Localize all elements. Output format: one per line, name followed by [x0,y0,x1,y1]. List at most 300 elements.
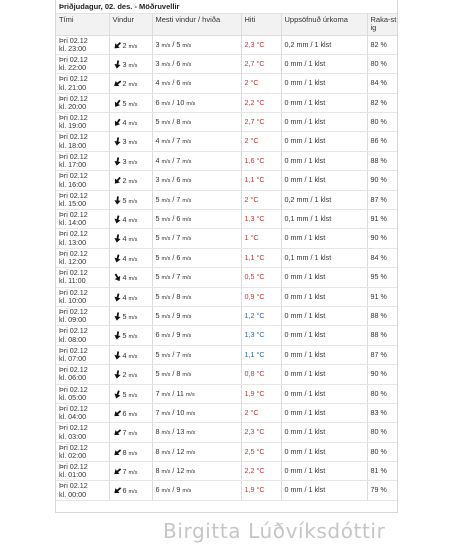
humidity-cell: 80 % [367,113,397,132]
precipitation-cell: 0 mm / 1 klst [281,171,367,190]
wind-unit: m/s [128,121,138,128]
max-wind-value: 4 [155,136,160,146]
temperature-cell: 2,7 °C [241,113,281,132]
weather-table [56,14,397,501]
wind-direction-arrow-icon [113,234,122,243]
max-wind-value: 5 [155,272,160,282]
day-label: Þri 02.12 [59,93,88,103]
wind-cell [109,326,152,345]
wind-value: 6 [122,408,127,418]
table-row [56,248,397,267]
gust-cell: 6 m/s / 9 m/s [152,481,241,500]
table-row [56,93,397,112]
wind-unit: m/s [128,314,138,321]
wind-unit: m/s [128,392,138,399]
gust-cell: 8 m/s / 13 m/s [152,423,241,442]
wind-cell [109,384,152,403]
time-cell [56,248,109,267]
wind-unit: m/s [128,431,138,438]
wind-direction-arrow-icon [113,157,122,166]
hour-label: kl. 08:00 [59,334,87,344]
day-label: Þri 02.12 [59,151,88,161]
humidity-cell: 91 % [367,287,397,306]
col-header-precip: Uppsöfnuð úrkoma [281,14,367,35]
wind-cell [109,190,152,209]
temperature-cell: 2 °C [241,190,281,209]
wind-cell [109,306,152,325]
humidity-cell: 87 % [367,345,397,364]
hour-label: kl. 20:00 [59,101,87,111]
max-wind-value: 4 [155,155,160,165]
wind-direction-arrow-icon [113,118,122,127]
max-wind-unit: m/s [161,178,171,185]
gust-cell: 6 m/s / 10 m/s [152,93,241,112]
humidity-cell: 88 % [367,306,397,325]
max-wind-unit: m/s [161,139,171,146]
humidity-cell: 88 % [367,326,397,345]
wind-value: 7 [122,428,127,438]
wind-value: 4 [122,234,127,244]
gust-cell: 8 m/s / 12 m/s [152,462,241,481]
gust-value: 9 [176,310,181,320]
wind-direction-arrow-icon [113,486,122,495]
gust-cell: 5 m/s / 7 m/s [152,345,241,364]
gust-value: 8 [176,117,181,127]
gust-cell: 8 m/s / 12 m/s [152,442,241,461]
wind-direction-arrow-icon [113,254,122,263]
wind-value: 4 [122,350,127,360]
time-cell [56,268,109,287]
precipitation-cell: 0 mm / 1 klst [281,113,367,132]
humidity-cell: 80 % [367,384,397,403]
hour-label: kl. 23:00 [59,43,87,53]
gust-cell: 5 m/s / 7 m/s [152,190,241,209]
gust-value: 7 [176,136,181,146]
hour-label: kl. 05:00 [59,392,87,402]
gust-cell: 5 m/s / 8 m/s [152,365,241,384]
wind-direction-arrow-icon [113,331,122,340]
day-label: Þri 02.12 [59,423,88,433]
gust-value: 7 [176,272,181,282]
wind-value: 5 [122,311,127,321]
day-label: Þri 02.12 [59,171,88,181]
wind-value: 5 [122,331,127,341]
gust-value: 7 [176,349,181,359]
temperature-cell: 2,3 °C [241,423,281,442]
max-wind-unit: m/s [161,430,171,437]
wind-direction-arrow-icon [113,41,122,50]
wind-value: 4 [122,118,127,128]
precipitation-cell: 0 mm / 1 klst [281,93,367,112]
table-header-row [56,14,397,35]
day-label: Þri 02.12 [59,248,88,258]
gust-value: 12 [176,466,185,476]
gust-cell: 5 m/s / 8 m/s [152,113,241,132]
col-header-temp: Hiti [241,14,281,35]
table-row [56,442,397,461]
wind-unit: m/s [128,489,138,496]
hour-label: kl. 14:00 [59,218,87,228]
humidity-cell: 79 % [367,481,397,500]
time-cell [56,287,109,306]
gust-unit: m/s [186,449,196,456]
wind-direction-arrow-icon [113,390,122,399]
precipitation-cell: 0 mm / 1 klst [281,365,367,384]
precipitation-cell: 0 mm / 1 klst [281,326,367,345]
max-wind-unit: m/s [161,488,171,495]
wind-direction-arrow-icon [113,351,122,360]
wind-value: 4 [122,253,127,263]
precipitation-cell: 0 mm / 1 klst [281,481,367,500]
max-wind-unit: m/s [161,255,171,262]
table-row [56,113,397,132]
max-wind-unit: m/s [161,294,171,301]
hour-label: kl. 04:00 [59,412,87,422]
wind-unit: m/s [128,62,138,69]
gust-cell: 5 m/s / 7 m/s [152,229,241,248]
wind-cell [109,442,152,461]
time-cell [56,423,109,442]
table-row [56,287,397,306]
wind-value: 2 [122,40,127,50]
wind-direction-arrow-icon [113,79,122,88]
gust-unit: m/s [182,197,192,204]
day-label: Þri 02.12 [59,462,88,472]
gust-value: 10 [176,407,185,417]
gust-value: 7 [176,155,181,165]
gust-cell: 5 m/s / 8 m/s [152,287,241,306]
humidity-cell: 90 % [367,229,397,248]
temperature-cell: 2,7 °C [241,54,281,73]
gust-unit: m/s [182,61,192,68]
day-label: Þri 02.12 [59,74,88,84]
day-label: Þri 02.12 [59,229,88,239]
wind-unit: m/s [128,159,138,166]
humidity-cell: 90 % [367,365,397,384]
gust-unit: m/s [182,120,192,127]
time-cell [56,306,109,325]
gust-value: 9 [176,485,181,495]
wind-unit: m/s [128,373,138,380]
time-cell [56,365,109,384]
wind-cell [109,151,152,170]
gust-value: 9 [176,330,181,340]
wind-direction-arrow-icon [113,428,122,437]
wind-unit: m/s [128,276,138,283]
gust-value: 6 [176,58,181,68]
max-wind-value: 8 [155,446,160,456]
col-header-gust: Mesti vindur / hviða [152,14,241,35]
gust-unit: m/s [182,294,192,301]
temperature-cell: 1,1 °C [241,248,281,267]
day-label: Þri 02.12 [59,210,88,220]
table-row [56,481,397,500]
gust-cell: 3 m/s / 5 m/s [152,35,241,54]
humidity-cell: 86 % [367,132,397,151]
wind-unit: m/s [128,470,138,477]
time-cell [56,171,109,190]
gust-unit: m/s [182,158,192,165]
wind-direction-arrow-icon [113,196,122,205]
table-row [56,268,397,287]
max-wind-unit: m/s [161,197,171,204]
max-wind-value: 8 [155,466,160,476]
max-wind-unit: m/s [161,469,171,476]
wind-cell [109,481,152,500]
weather-table-panel [55,0,398,513]
wind-cell [109,229,152,248]
humidity-cell: 95 % [367,268,397,287]
table-row [56,365,397,384]
max-wind-value: 3 [155,39,160,49]
wind-direction-arrow-icon [113,176,122,185]
watermark: Birgitta Lúðvíksdóttir [163,519,386,543]
wind-cell [109,403,152,422]
table-row [56,462,397,481]
wind-cell [109,54,152,73]
wind-unit: m/s [128,295,138,302]
hour-label: kl. 13:00 [59,237,87,247]
precipitation-cell: 0,2 mm / 1 klst [281,35,367,54]
temperature-cell: 2,2 °C [241,462,281,481]
wind-cell [109,93,152,112]
gust-cell: 4 m/s / 7 m/s [152,132,241,151]
temperature-cell: 0,5 °C [241,268,281,287]
temperature-cell: 2 °C [241,74,281,93]
humidity-cell: 80 % [367,442,397,461]
wind-value: 6 [122,486,127,496]
humidity-cell: 80 % [367,54,397,73]
hour-label: kl. 10:00 [59,295,87,305]
precipitation-cell: 0 mm / 1 klst [281,151,367,170]
max-wind-value: 6 [155,330,160,340]
max-wind-value: 6 [155,485,160,495]
gust-cell: 4 m/s / 7 m/s [152,151,241,170]
wind-unit: m/s [128,82,138,89]
table-row [56,423,397,442]
gust-unit: m/s [182,42,192,49]
wind-unit: m/s [128,101,138,108]
time-cell [56,74,109,93]
humidity-cell: 83 % [367,403,397,422]
table-row [56,403,397,422]
table-row [56,74,397,93]
hour-label: kl. 06:00 [59,373,87,383]
wind-direction-arrow-icon [113,215,122,224]
wind-unit: m/s [128,411,138,418]
humidity-cell: 87 % [367,190,397,209]
wind-direction-arrow-icon [113,137,122,146]
temperature-cell: 1,1 °C [241,171,281,190]
max-wind-unit: m/s [161,410,171,417]
wind-value: 7 [122,467,127,477]
wind-value: 2 [122,79,127,89]
table-title: Þriðjudagur, 02. des. - Möðruvellir [56,0,397,14]
hour-label: kl. 03:00 [59,431,87,441]
wind-value: 2 [122,370,127,380]
max-wind-value: 4 [155,78,160,88]
table-row [56,190,397,209]
gust-value: 12 [176,446,185,456]
gust-unit: m/s [182,275,192,282]
wind-direction-arrow-icon [113,312,122,321]
time-cell [56,384,109,403]
precipitation-cell: 0 mm / 1 klst [281,384,367,403]
gust-unit: m/s [186,410,196,417]
day-label: Þri 02.12 [59,113,88,123]
humidity-cell: 82 % [367,35,397,54]
gust-cell: 5 m/s / 6 m/s [152,210,241,229]
gust-unit: m/s [185,391,195,398]
wind-cell [109,287,152,306]
wind-cell [109,132,152,151]
wind-cell [109,74,152,93]
wind-cell [109,345,152,364]
wind-direction-arrow-icon [113,99,122,108]
temperature-cell: 2,3 °C [241,35,281,54]
precipitation-cell: 0 mm / 1 klst [281,462,367,481]
gust-value: 7 [176,233,181,243]
table-row [56,345,397,364]
hour-label: kl. 07:00 [59,354,87,364]
max-wind-unit: m/s [161,81,171,88]
wind-cell [109,268,152,287]
col-header-time: Tími [56,14,109,35]
hour-label: kl. 21:00 [59,82,87,92]
wind-cell [109,462,152,481]
max-wind-value: 3 [155,58,160,68]
gust-value: 8 [176,291,181,301]
precipitation-cell: 0,1 mm / 1 klst [281,248,367,267]
max-wind-unit: m/s [161,61,171,68]
time-cell [56,481,109,500]
temperature-cell: 1,1 °C [241,345,281,364]
max-wind-unit: m/s [161,236,171,243]
wind-unit: m/s [128,334,138,341]
temperature-cell: 1,3 °C [241,326,281,345]
gust-value: 6 [176,175,181,185]
hour-label: kl. 09:00 [59,315,87,325]
max-wind-unit: m/s [161,275,171,282]
wind-cell [109,210,152,229]
wind-unit: m/s [128,353,138,360]
hour-label: kl. 22:00 [59,63,87,73]
table-body [56,35,397,500]
day-label: Þri 02.12 [59,306,88,316]
gust-unit: m/s [182,333,192,340]
max-wind-value: 7 [155,407,160,417]
max-wind-value: 8 [155,427,160,437]
max-wind-value: 5 [155,252,160,262]
temperature-cell: 1,3 °C [241,210,281,229]
gust-cell: 7 m/s / 11 m/s [152,384,241,403]
max-wind-value: 5 [155,214,160,224]
day-label: Þri 02.12 [59,190,88,200]
time-cell [56,229,109,248]
wind-direction-arrow-icon [113,273,122,282]
wind-direction-arrow-icon [113,409,122,418]
time-cell [56,326,109,345]
time-cell [56,345,109,364]
precipitation-cell: 0 mm / 1 klst [281,345,367,364]
temperature-cell: 1,9 °C [241,384,281,403]
gust-value: 11 [176,388,184,398]
time-cell [56,210,109,229]
humidity-cell: 88 % [367,151,397,170]
wind-value: 5 [122,195,127,205]
day-label: Þri 02.12 [59,365,88,375]
time-cell [56,54,109,73]
hour-label: kl. 19:00 [59,121,87,131]
gust-unit: m/s [186,469,196,476]
day-label: Þri 02.12 [59,54,88,64]
wind-value: 5 [122,98,127,108]
precipitation-cell: 0 mm / 1 klst [281,306,367,325]
day-label: Þri 02.12 [59,403,88,413]
hour-label: kl. 02:00 [59,451,87,460]
wind-value: 4 [122,273,127,283]
precipitation-cell: 0 mm / 1 klst [281,54,367,73]
gust-unit: m/s [186,430,196,437]
wind-cell [109,35,152,54]
precipitation-cell: 0 mm / 1 klst [281,74,367,93]
gust-value: 10 [176,97,185,107]
day-label: Þri 02.12 [59,287,88,297]
day-label: Þri 02.12 [59,326,88,336]
wind-unit: m/s [128,450,138,457]
wind-direction-arrow-icon [113,467,122,476]
gust-cell: 3 m/s / 6 m/s [152,171,241,190]
day-label: Þri 02.12 [59,345,88,355]
humidity-cell: 81 % [367,462,397,481]
gust-unit: m/s [182,488,192,495]
max-wind-unit: m/s [161,372,171,379]
gust-unit: m/s [182,372,192,379]
wind-cell [109,365,152,384]
gust-cell: 4 m/s / 6 m/s [152,74,241,93]
max-wind-value: 6 [155,97,160,107]
gust-value: 13 [176,427,185,437]
gust-value: 7 [176,194,181,204]
wind-value: 8 [122,447,127,457]
max-wind-unit: m/s [161,217,171,224]
wind-cell [109,423,152,442]
max-wind-unit: m/s [161,120,171,127]
gust-value: 6 [176,214,181,224]
day-label: Þri 02.12 [59,481,88,491]
time-cell [56,35,109,54]
wind-value: 2 [122,176,127,186]
wind-direction-arrow-icon [113,60,122,69]
time-cell [56,93,109,112]
wind-direction-arrow-icon [113,293,122,302]
max-wind-unit: m/s [161,100,171,107]
time-cell [56,190,109,209]
gust-cell: 5 m/s / 9 m/s [152,306,241,325]
gust-unit: m/s [182,139,192,146]
max-wind-value: 5 [155,117,160,127]
humidity-cell: 84 % [367,74,397,93]
gust-unit: m/s [186,100,196,107]
max-wind-unit: m/s [161,158,171,165]
wind-cell [109,248,152,267]
max-wind-value: 5 [155,369,160,379]
wind-unit: m/s [128,43,138,50]
max-wind-unit: m/s [161,333,171,340]
temperature-cell: 1,9 °C [241,481,281,500]
precipitation-cell: 0 mm / 1 klst [281,287,367,306]
humidity-cell: 91 % [367,210,397,229]
